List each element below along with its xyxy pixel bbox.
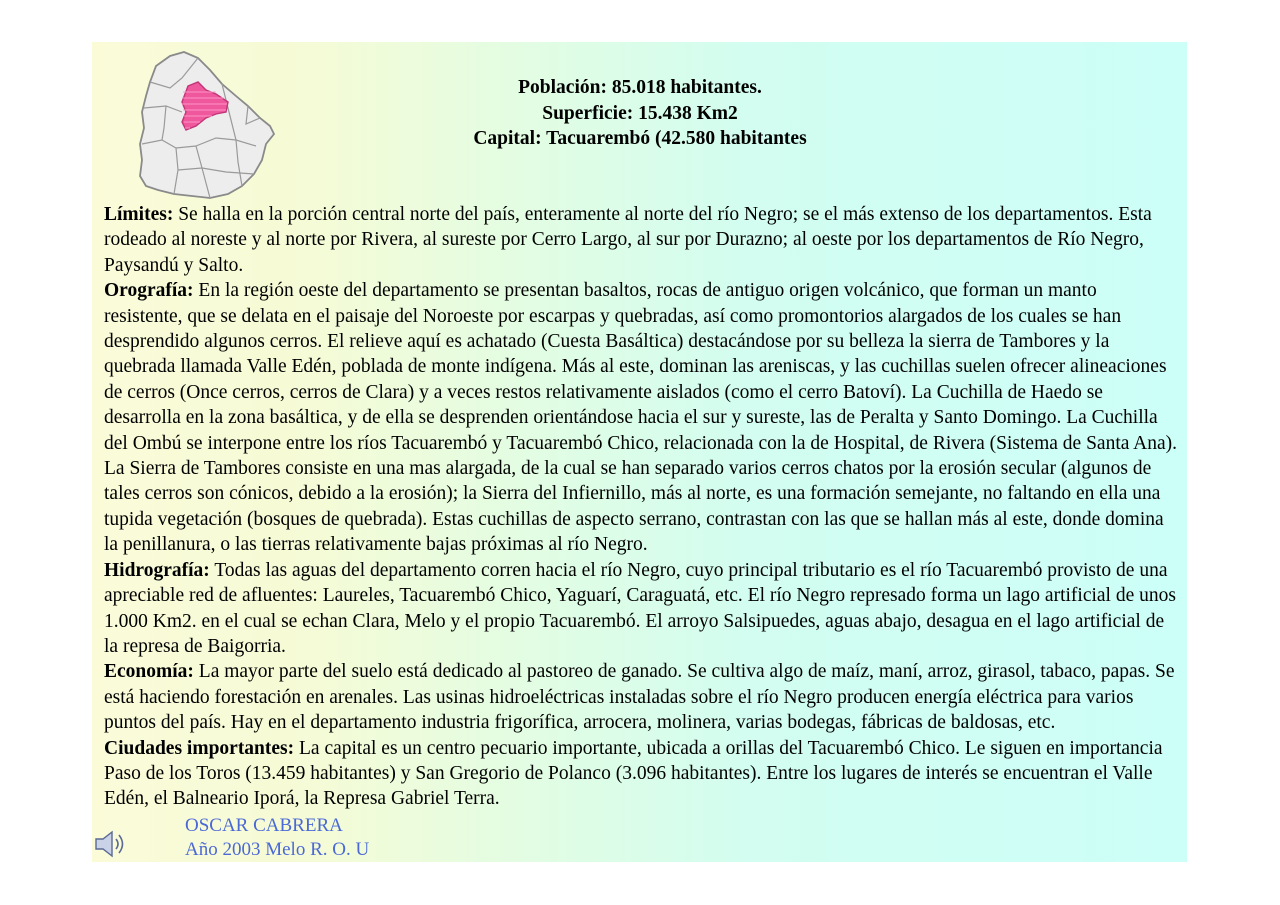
uruguay-map-icon: [136, 48, 278, 200]
section-text: En la región oeste del departamento se presentan basaltos, rocas de antiguo origen volcánico, que forman un manto resistente, que se delata en el paisaje del Noroeste por escarpas y quebradas, así como promontorios alargados de los cuales se han desprendido algunos cerros. El relieve aquí es achatado (Cuesta Basáltica) destacándose por su belleza la sierra de Tambores y la quebrada llamada Valle Edén, poblada de monte indígena. Más al este, dominan las areniscas, y las cuchillas suelen ofrecer alineaciones de cerros (Once cerros, cerros de Clara) y a veces restos relativamente aislados (como el cerro Batoví). La Cuchilla de Haedo se desarrolla en la zona basáltica, y de ella se desprenden orientándose hacia el sur y sureste, las de Peralta y Santo Domingo. La Cuchilla del Ombú se interpone entre los ríos Tacuarembó y Tacuarembó Chico, relacionada con la de Hospital, de Rivera (Sistema de Santa Ana). La Sierra de Tambores consiste en una mas alargada, de la cual se han separado varios cerros chatos por la erosión secular (algunos de tales cerros son cónicos, debido a la erosión); la Sierra del Infiernillo, más al norte, es una formación semejante, no faltando en ella una tupida vegetación (bosques de quebrada). Estas cuchillas de aspecto serrano, contrastan con las que se hallan más al este, donde domina la penillanura, o las tierras relativamente bajas próximas al río Negro.: [104, 280, 1178, 556]
population-line: Población: 85.018 habitantes.: [518, 77, 762, 98]
section-heading: Ciudades importantes:: [104, 737, 295, 759]
year-location: Año 2003 Melo R. O. U: [185, 839, 370, 860]
area-line: Superficie: 15.438 Km2: [542, 102, 738, 124]
section-limites: [104, 202, 1179, 278]
section-heading: Límites:: [104, 204, 174, 225]
body-text: [104, 202, 1179, 812]
section-economia: [104, 659, 1179, 735]
section-text: Todas las aguas del departamento corren hacia el río Negro, cuyo principal tributario es el río Tacuarembó provisto de una apreciable red de afluentes: Laureles, Tacuarembó Chico, Yaguarí, Caraguatá, etc. El río Negro represado forma un lago artificial de unos 1.000 Km2. en el cual se echan Clara, Melo y el propio Tacuarembó. El arroyo Salsipuedes, aguas abajo, desagua en el lago artificial de la represa de Baigorria.: [104, 559, 1176, 657]
section-hidrografia: [104, 558, 1179, 660]
section-text: La mayor parte del suelo está dedicado al pastoreo de ganado. Se cultiva algo de maíz, maní, arroz, girasol, tabaco, papas. Se está haciendo forestación en arenales. Las usinas hidroeléctricas instaladas sobre el río Negro producen energía eléctrica para varios puntos del país. Hay en el departamento industria frigorífica, arrocera, molinera, varias bodegas, fábricas de baldosas, etc.: [104, 661, 1175, 734]
footer-credits: [185, 814, 369, 862]
section-ciudades: [104, 736, 1179, 812]
speaker-icon[interactable]: [93, 828, 129, 860]
capital-line: Capital: Tacuarembó (42.580 habitantes: [473, 128, 807, 149]
section-text: Se halla en la porción central norte del país, enteramente al norte del río Negro; se el más extenso de los departamentos. Esta rodeado al noreste y al norte por Rivera, al sureste por Cerro Largo, al sur por Durazno; al oeste por los departamentos de Río Negro, Paysandú y Salto.: [104, 204, 1152, 276]
slide: [92, 42, 1187, 862]
section-orografia: [104, 278, 1179, 557]
section-heading: Economía:: [104, 661, 194, 683]
section-text: La capital es un centro pecuario importante, ubicada a orillas del Tacuarembó Chico. Le siguen en importancia Paso de los Toros (13.459 habitantes) y San Gregorio de Polanco (3.096 habitantes). Entre los lugares de interés se encuentran el Valle Edén, el Balneario Iporá, la Represa Gabriel Terra.: [104, 737, 1163, 810]
section-heading: Orografía:: [104, 280, 194, 302]
department-stats: [392, 75, 888, 152]
author-name: OSCAR CABRERA: [185, 815, 343, 836]
section-heading: Hidrografía:: [104, 559, 210, 581]
